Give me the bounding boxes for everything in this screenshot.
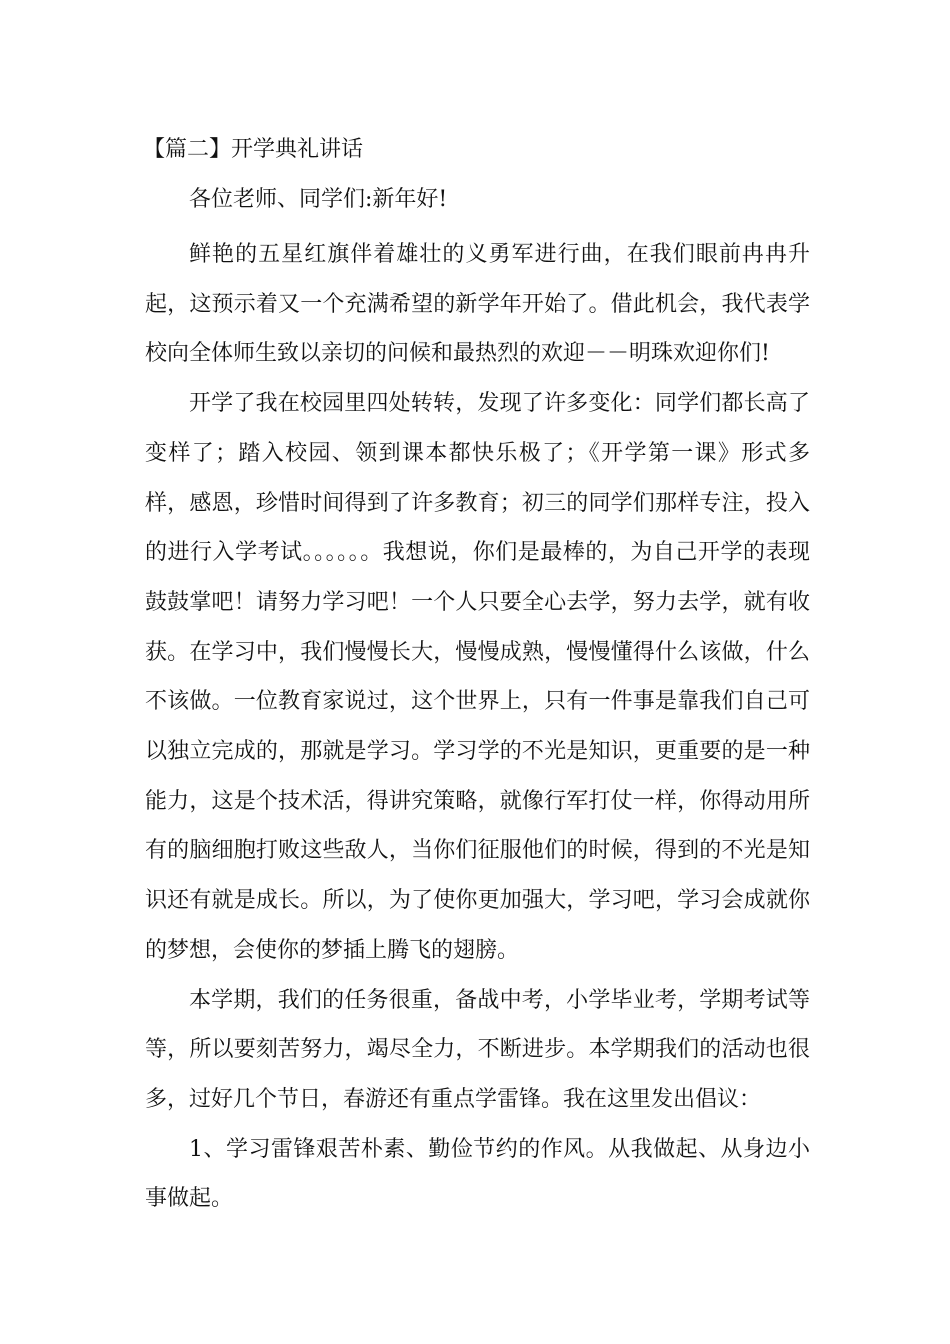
paragraph-1: 鲜艳的五星红旗伴着雄壮的义勇军进行曲，在我们眼前冉冉升起，这预示着又一个充满希望的新学年开始了。借此机会，我代表学校向全体师生致以亲切的问候和最热烈的欢迎－－明珠欢迎你们! (145, 242, 810, 367)
greeting-line: 各位老师、同学们:新年好! (189, 187, 448, 212)
paragraph-4: 1、学习雷锋艰苦朴素、勤俭节约的作风。从我做起、从身边小事做起。 (145, 1136, 810, 1212)
paragraph-3: 本学期，我们的任务很重，备战中考，小学毕业考，学期考试等等，所以要刻苦努力，竭尽全力，不断进步。本学期我们的活动也很多，过好几个节日，春游还有重点学雷锋。我在这里发出倡议： (145, 987, 810, 1112)
document-body (145, 130, 810, 1224)
section-heading: 【篇二】开学典礼讲话 (143, 137, 364, 162)
paragraph-2: 开学了我在校园里四处转转，发现了许多变化：同学们都长高了变样了；踏入校园、领到课本都快乐极了；《开学第一课》形式多样，感恩，珍惜时间得到了许多教育；初三的同学们那样专注，投入的进行入学考试。。。。。。我想说，你们是最棒的，为自己开学的表现鼓鼓掌吧！请努力学习吧！一个人只要全心去学，努力去学，就有收获。在学习中，我们慢慢长大，慢慢成熟，慢慢懂得什么该做，什么不该做。一位教育家说过，这个世界上，只有一件事是靠我们自己可以独立完成的，那就是学习。学习学的不光是知识，更重要的是一种能力，这是个技术活，得讲究策略，就像行军打仗一样，你得动用所有的脑细胞打败这些敌人，当你们征服他们的时候，得到的不光是知识还有就是成长。所以，为了使你更加强大，学习吧，学习会成就你的梦想，会使你的梦插上腾飞的翅膀。 (145, 391, 810, 963)
